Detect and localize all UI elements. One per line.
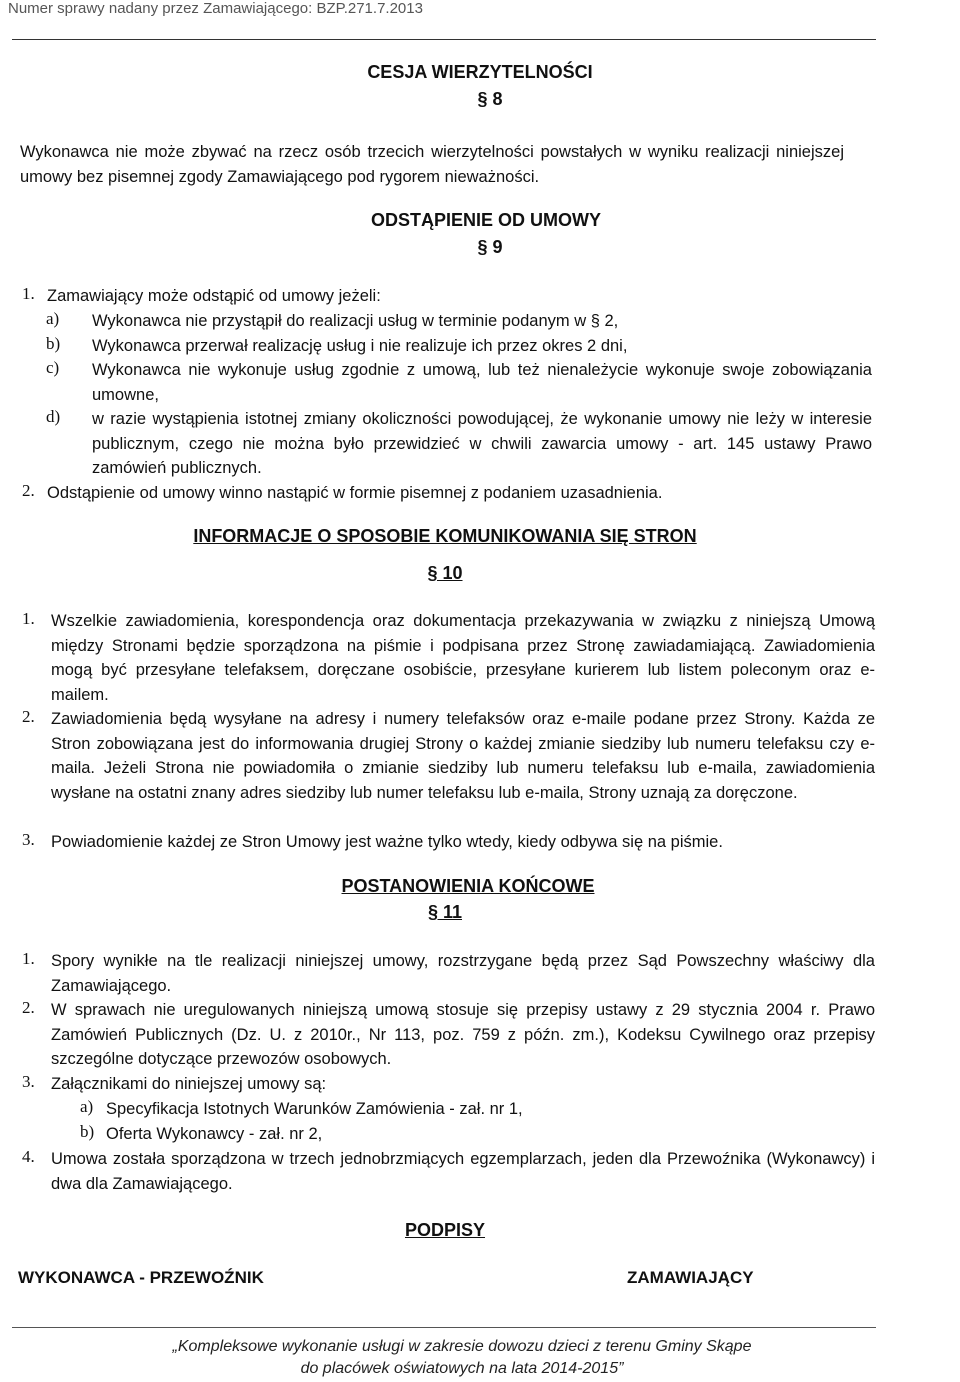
s11-sub-a-marker: a): [80, 1097, 94, 1116]
s10-item-2-number: 2.: [22, 707, 35, 726]
s11-item-3-number: 3.: [22, 1072, 35, 1091]
section-10-number: § 10: [427, 563, 463, 583]
s11-sub-b-marker: b): [80, 1122, 95, 1141]
s9-sub-a-text: Wykonawca nie przystąpił do realizacji usług w terminie podanym w § 2,: [92, 312, 619, 330]
ordering-party-signature-label: ZAMAWIAJĄCY: [627, 1268, 754, 1287]
footer-divider: [12, 1327, 876, 1328]
s11-item-3-text: Załącznikami do niniejszej umowy są:: [51, 1075, 327, 1093]
s10-item-3-text: Powiadomienie każdej ze Stron Umowy jest ważne tylko wtedy, kiedy odbywa się na piśmie.: [51, 833, 723, 851]
s9-sub-b-marker: b): [46, 334, 61, 353]
s9-sub-c-marker: c): [46, 358, 60, 377]
s9-item-2-text: Odstąpienie od umowy winno nastąpić w formie pisemnej z podaniem uzasadnienia.: [47, 484, 663, 502]
s9-item-1-text: Zamawiający może odstąpić od umowy jeżeli:: [47, 287, 381, 305]
section-9-number: § 9: [477, 237, 503, 257]
s11-item-2-number: 2.: [22, 998, 35, 1017]
footer-line-1: „Kompleksowe wykonanie usługi w zakresie dowozu dzieci z terenu Gminy Skąpe: [172, 1338, 752, 1355]
section-9-title: ODSTĄPIENIE OD UMOWY: [370, 210, 601, 230]
footer-line-2: do placówek oświatowych na lata 2014-2015”: [300, 1360, 624, 1377]
s11-sub-a-text: Specyfikacja Istotnych Warunków Zamówienia - zał. nr 1,: [106, 1100, 523, 1118]
case-number-header: Numer sprawy nadany przez Zamawiającego: BZP.271.7.2013: [8, 0, 423, 17]
s9-item-1-number: 1.: [22, 284, 35, 303]
section-11-title: POSTANOWIENIA KOŃCOWE: [341, 876, 595, 896]
s11-item-4-text: Umowa została sporządzona w trzech jednobrzmiących egzemplarzach, jeden dla Przewoźnika (Wykonawcy) i dwa dla Zamawiającego.: [51, 1150, 875, 1193]
s11-sub-b-text: Oferta Wykonawcy - zał. nr 2,: [106, 1125, 323, 1143]
s9-sub-d-marker: d): [46, 407, 61, 426]
s11-item-4-number: 4.: [22, 1147, 35, 1166]
s10-item-3-number: 3.: [22, 830, 35, 849]
section-8-title: CESJA WIERZYTELNOŚCI: [367, 62, 593, 82]
s10-item-1-text: Wszelkie zawiadomienia, korespondencja oraz dokumentacja przekazywania w związku z niniejszą Umową między Stronami będzie sporządzona na piśmie i podpisana przez Stronę zawiadamiającą. Zawiadomienia mogą być przesyłane telefaksem, doręczane osobiście, przesyłane kurierem lub listem poleconym oraz e-mailem.: [51, 612, 875, 704]
s10-item-2-text: Zawiadomienia będą wysyłane na adresy i numery telefaksów oraz e-maile podane przez Strony. Każda ze Stron zobowiązana jest do informowania drugiej Strony o każdej zmianie siedziby lub numeru telefaksu czy e-maila. Jeżeli Strona nie powiadomiła o zmianie siedziby lub numeru telefaksu lub e-maila, zawiadomienia wysłane na ostatni znany adres siedziby lub numer telefaksu lub e-maila, Strony uznają za doręczone.: [51, 710, 875, 802]
section-11-number: § 11: [427, 902, 463, 922]
section-8-number: § 8: [477, 89, 503, 109]
s9-sub-b-text: Wykonawca przerwał realizację usług i nie realizuje ich przez okres 2 dni,: [92, 337, 628, 355]
section-8-body: Wykonawca nie może zbywać na rzecz osób trzecich wierzytelności powstałych w wyniku realizacji niniejszej umowy bez pisemnej zgody Zamawiającego pod rygorem nieważności.: [20, 143, 844, 186]
s11-item-1-number: 1.: [22, 949, 35, 968]
s9-sub-c-text: Wykonawca nie wykonuje usług zgodnie z umową, lub też nienależycie wykonuje swoje zobowiązania umowne,: [92, 361, 872, 404]
s11-item-2-text: W sprawach nie uregulowanych niniejszą umową stosuje się przepisy ustawy z 29 stycznia 2004 r. Prawo Zamówień Publicznych (Dz. U. z 2010r., Nr 113, poz. 759 z późn. zm.), Kodeksu Cywilnego oraz przepisy szczególne dotyczące przewozów osobowych.: [51, 1001, 875, 1068]
s9-sub-d-text: w razie wystąpienia istotnej zmiany okoliczności powodującej, że wykonanie umowy nie leży w interesie publicznym, czego nie można było przewidzieć w chwili zawarcia umowy - art. 145 ustawy Prawo zamówień publicznych.: [92, 410, 872, 477]
s9-sub-a-marker: a): [46, 309, 60, 328]
header-divider: [12, 39, 876, 40]
signatures-title: PODPISY: [404, 1220, 486, 1240]
s11-item-1-text: Spory wynikłe na tle realizacji niniejszej umowy, rozstrzygane będą przez Sąd Powszechny właściwy dla Zamawiającego.: [51, 952, 875, 995]
contractor-signature-label: WYKONAWCA - PRZEWOŹNIK: [18, 1268, 264, 1287]
s10-item-1-number: 1.: [22, 609, 35, 628]
s9-item-2-number: 2.: [22, 481, 35, 500]
section-10-title: INFORMACJE O SPOSOBIE KOMUNIKOWANIA SIĘ STRON: [193, 526, 697, 546]
